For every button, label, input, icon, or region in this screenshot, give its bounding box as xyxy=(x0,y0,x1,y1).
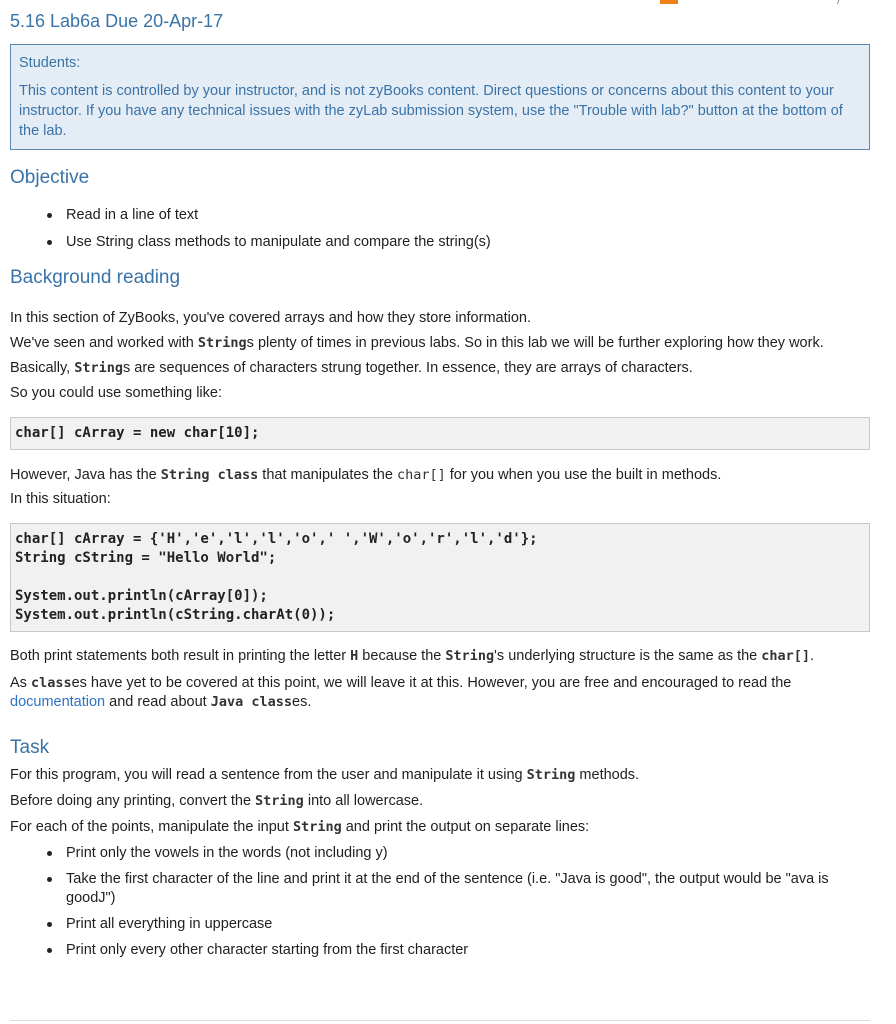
top-edge-mark xyxy=(829,0,840,4)
lab-title: 5.16 Lab6a Due 20-Apr-17 xyxy=(10,11,224,31)
inline-code: String xyxy=(292,819,342,835)
list-item: Print only every other character starting from the first character xyxy=(66,941,870,960)
documentation-link[interactable]: documentation xyxy=(10,694,106,710)
background-paragraph xyxy=(10,647,870,666)
text: . xyxy=(810,648,815,664)
text: For this program, you will read a sentence from the user and manipulate it using xyxy=(10,767,527,783)
inline-code: String xyxy=(445,648,495,664)
notice-heading: Students: xyxy=(19,55,81,71)
instructor-notice xyxy=(10,44,870,150)
inline-code: class xyxy=(30,675,72,691)
inline-code: String xyxy=(526,767,576,783)
bottom-divider xyxy=(10,1020,870,1021)
notice-body: This content is controlled by your instructor, and is not zyBooks content. Direct questions or concerns about this content to your instructor. If you have any technical issues with the zyLab submission system, use the "Trouble with lab?" button at the bottom of the lab. xyxy=(19,83,843,139)
background-paragraph xyxy=(10,309,870,328)
list-item: Read in a line of text xyxy=(66,206,870,225)
inline-code: String xyxy=(74,360,123,376)
inline-code: String class xyxy=(160,467,259,483)
inline-code: H xyxy=(350,648,359,664)
text: that manipulates the xyxy=(258,467,397,483)
list-item: Use String class methods to manipulate and compare the string(s) xyxy=(66,233,870,252)
text: es have yet to be covered at this point, we will leave it at this. However, you are free and encouraged to read the xyxy=(71,675,792,691)
text: Both print statements both result in printing the letter xyxy=(10,648,351,664)
list-item: Print all everything in uppercase xyxy=(66,915,870,934)
background-paragraph xyxy=(10,384,870,403)
inline-code: String xyxy=(197,335,247,351)
inline-code: Java class xyxy=(210,694,293,710)
text: es. xyxy=(292,694,312,710)
text: Before doing any printing, convert the xyxy=(10,793,256,809)
text: for you when you use the built in methods. xyxy=(445,467,722,483)
list-item: Take the first character of the line and print it at the end of the sentence (i.e. "Java is good", the output would be "ava is goodJ") xyxy=(66,870,870,908)
inline-code: char[] xyxy=(761,648,811,664)
background-paragraph xyxy=(10,359,870,378)
text: For each of the points, manipulate the input xyxy=(10,819,293,835)
text: In this situation: xyxy=(10,491,111,507)
task-paragraph xyxy=(10,818,870,837)
text: Basically, xyxy=(10,360,75,376)
background-paragraph xyxy=(10,334,870,353)
task-list xyxy=(10,844,870,960)
task-heading: Task xyxy=(10,737,50,758)
inline-code: String xyxy=(255,793,304,809)
objective-list xyxy=(10,206,870,252)
code-block-char-array: char[] cArray = new char[10]; xyxy=(10,417,870,450)
text: We've seen and worked with xyxy=(10,335,198,351)
text: So you could use something like: xyxy=(10,385,222,401)
text: into all lowercase. xyxy=(303,793,424,809)
text: 's underlying structure is the same as the xyxy=(494,648,762,664)
text: and read about xyxy=(105,694,211,710)
text: and print the output on separate lines: xyxy=(341,819,590,835)
background-heading: Background reading xyxy=(10,267,181,288)
text: However, Java has the xyxy=(10,467,161,483)
text: because the xyxy=(358,648,446,664)
text: As xyxy=(10,675,31,691)
background-paragraph xyxy=(10,466,870,485)
list-item: Print only the vowels in the words (not including y) xyxy=(66,844,870,863)
top-accent-bar xyxy=(660,0,678,4)
lab-content xyxy=(10,8,870,960)
text: s plenty of times in previous labs. So in this lab we will be further exploring how they work. xyxy=(246,335,824,351)
inline-code: char[] xyxy=(396,467,446,483)
task-paragraph xyxy=(10,766,870,785)
background-paragraph xyxy=(10,490,870,509)
text: methods. xyxy=(575,767,640,783)
text: s are sequences of characters strung together. In essence, they are arrays of characters. xyxy=(122,360,693,376)
task-paragraph xyxy=(10,792,870,811)
objective-heading: Objective xyxy=(10,167,90,188)
background-paragraph xyxy=(10,674,870,712)
text: In this section of ZyBooks, you've covered arrays and how they store information. xyxy=(10,310,531,326)
code-block-hello-world: char[] cArray = {'H','e','l','l','o',' ','W','o','r','l','d'}; String cString = "Hello World"; System.out.println(cArray[0]); System.out.println(cString.charAt(0)); xyxy=(10,523,870,632)
